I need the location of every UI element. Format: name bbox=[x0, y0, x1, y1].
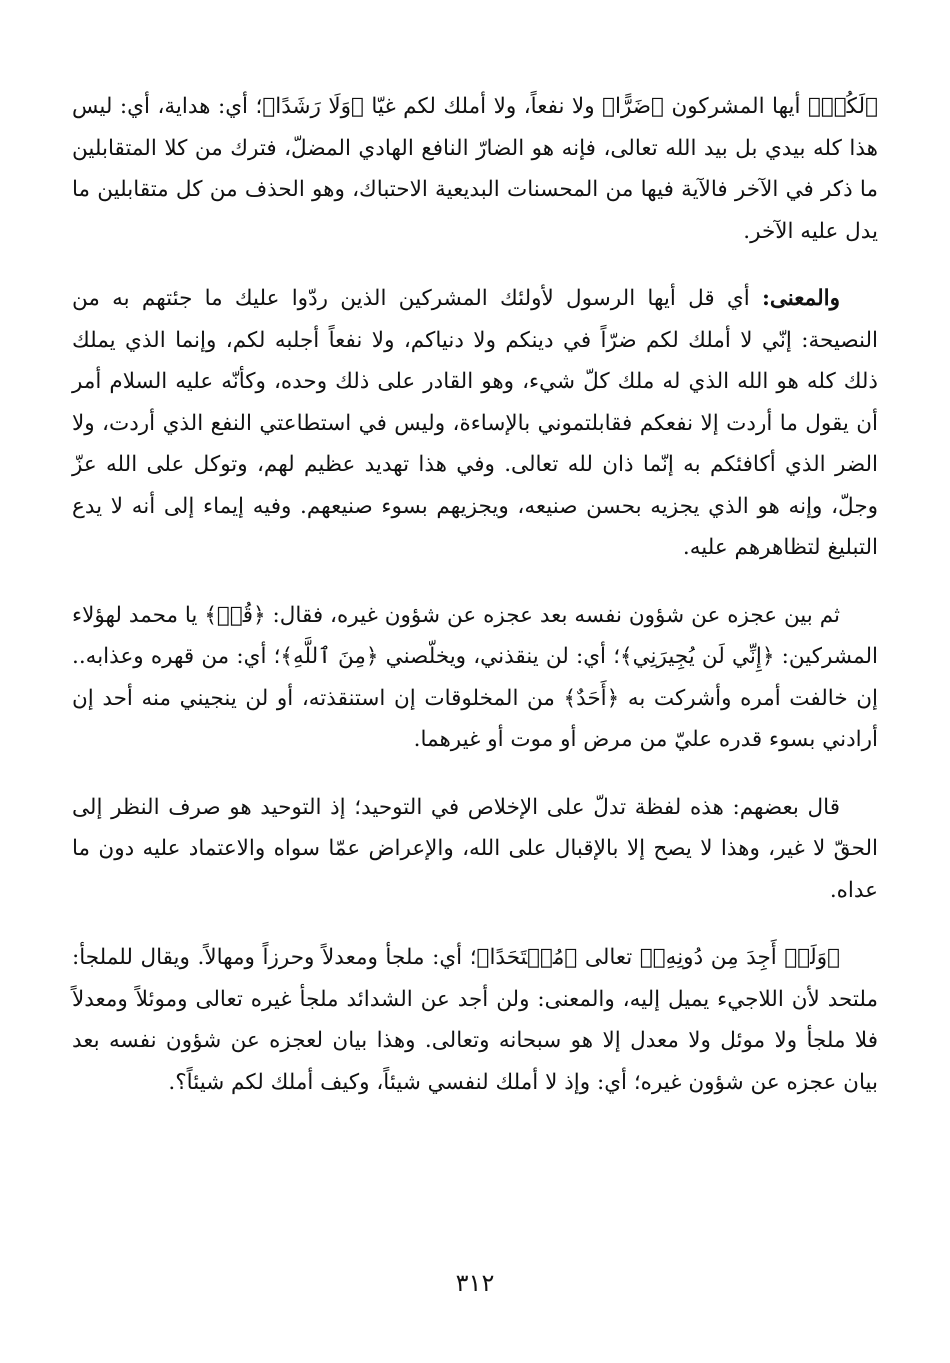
paragraph-4 bbox=[72, 787, 878, 912]
paragraph-1-text: ﴿لَكُرۡ﴾ أيها المشركون ﴿ضَرًّا﴾ ولا نفعاً، ولا أملك لكم غيّا ﴿وَلَا رَشَدًا﴾؛ أي: هداية، أي: ليس هذا كله بيدي بل بيد الله تعالى، فإنه هو الضارّ النافع الهادي المضلّ، فترك من كلا المتقابلين ما ذكر في الآخر فالآية فيها من المحسنات البديعية الاحتباك، وهو الحذف من كل متقابلين ما يدل عليه الآخر. bbox=[72, 94, 878, 244]
paragraph-2-lead: والمعنى: bbox=[761, 286, 840, 311]
book-page bbox=[72, 86, 878, 1346]
page-number: ٣١٢ bbox=[455, 1269, 495, 1297]
paragraph-5 bbox=[72, 937, 878, 1103]
paragraph-3 bbox=[72, 595, 878, 761]
paragraph-2 bbox=[72, 278, 878, 569]
paragraph-3-text: ثم بين عجزه عن شؤون نفسه بعد عجزه عن شؤون غيره، فقال: ﴿قُلۡ﴾ يا محمد لهؤلاء المشركين: ﴿إِنِّي لَن يُجِيرَنِي﴾؛ أي: لن ينقذني، ويخلّصني ﴿مِنَ ٱللَّهِ﴾؛ أي: من قهره وعذابه.. إن خالفت أمره وأشركت به ﴿أَحَدٌ﴾ من المخلوقات إن استنقذته، أو لن ينجيني منه أحد إن أرادني بسوء قدره عليّ من مرض أو موت أو غيرهما. bbox=[72, 602, 878, 752]
paragraph-5-text: ﴿وَلَنۡ أَجِدَ مِن دُونِهِۦ﴾ تعالى ﴿مُلۡتَحَدًا﴾؛ أي: ملجأ ومعدلاً وحرزاً ومهالاً. ويقال للملجأ: ملتحد لأن اللاجيء يميل إليه، والمعنى: ولن أجد عن الشدائد ملجأ غيره تعالى وموئلاً ومعدلاً فلا ملجأ ولا موئل ولا معدل إلا هو سبحانه وتعالى. وهذا بيان لعجزه عن شؤون نفسه بعد بيان عجزه عن شؤون غيره؛ أي: وإذ لا أملك لنفسي شيئاً، وكيف أملك لكم شيئاً؟. bbox=[72, 945, 878, 1095]
paragraph-4-text: قال بعضهم: هذه لفظة تدلّ على الإخلاص في التوحيد؛ إذ التوحيد هو صرف النظر إلى الحقّ لا غير، وهذا لا يصح إلا بالإقبال على الله، والإعراض عمّا سواه والاعتماد عليه دون ما عداه. bbox=[72, 794, 878, 903]
paragraph-2-text: أي قل أيها الرسول لأولئك المشركين الذين ردّوا عليك ما جئتهم به من النصيحة: إنّي لا أملك لكم ضرّاً في دينكم ولا دنياكم، ولا نفعاً أجلبه لكم، وإنما الذي يملك ذلك كله هو الله الذي له ملك كلّ شيء، وهو القادر على ذلك وحده، وكأنّه عليه السلام أمر أن يقول ما أردت إلا نفعكم فقابلتموني بالإساءة، وليس في استطاعتي النفع الذي أردت، ولا الضر الذي أكافئكم به إنّما ذان لله تعالى. وفي هذا تهديد عظيم لهم، وتوكل على الله عزّ وجلّ، وإنه هو الذي يجزيه بحسن صنيعه، ويجزيهم بسوء صنيعهم. وفيه إيماء إلى أنه لا يدع التبليغ لتظاهرهم عليه. bbox=[72, 286, 878, 560]
paragraph-1 bbox=[72, 86, 878, 252]
